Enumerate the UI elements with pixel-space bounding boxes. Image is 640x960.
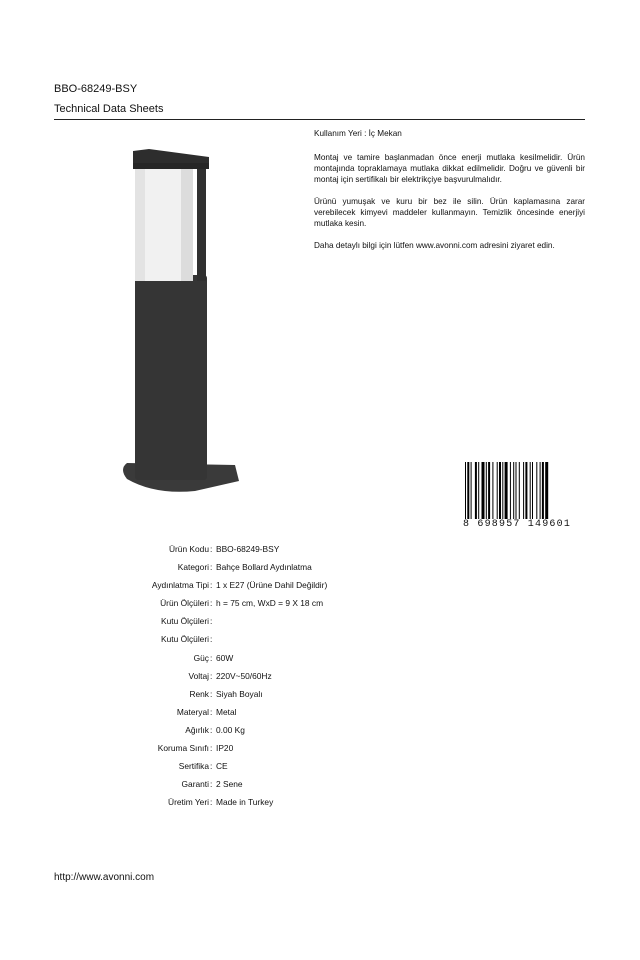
usage-location: Kullanım Yeri : İç Mekan (314, 129, 402, 138)
spec-row (0, 743, 640, 761)
spec-table (0, 544, 640, 815)
spec-value: Made in Turkey (216, 797, 274, 808)
spec-label: Koruma Sınıfı (157, 743, 209, 754)
spec-label: Kategori (177, 562, 209, 573)
spec-colon: : (210, 724, 213, 735)
spec-value: 0.00 Kg (216, 724, 245, 735)
spec-colon: : (210, 779, 213, 790)
spec-colon: : (210, 544, 213, 554)
barcode-bar (482, 462, 485, 520)
barcode-bar (488, 462, 490, 520)
spec-value: Metal (216, 706, 237, 717)
spec-label: Materyal (176, 706, 209, 717)
spec-label: Üretim Yeri (168, 797, 209, 808)
spec-colon: : (210, 670, 213, 681)
spec-value: 2 Sene (216, 779, 243, 790)
spec-label: Kutu Ölçüleri (161, 616, 209, 627)
spec-row (0, 634, 640, 652)
spec-label: Aydınlatma Tipi (151, 580, 209, 591)
spec-value: 220V~50/60Hz (216, 670, 272, 681)
spec-row (0, 544, 640, 562)
barcode-bar (478, 462, 479, 520)
barcode-bar (525, 462, 527, 520)
spec-row (0, 725, 640, 743)
spec-row (0, 779, 640, 797)
barcode-bar (516, 462, 517, 520)
barcode-bar (486, 462, 487, 520)
spec-label: Ürün Ölçüleri (160, 598, 209, 609)
bollard-post (135, 275, 207, 480)
safety-paragraph: Montaj ve tamire başlanmadan önce enerji mutlaka kesilmelidir. Ürün montajında topraklamaya mutlaka dikkat edilmelidir. Doğru ve güvenli bir montaj için sertifikalı bir elektrikçiye başvurulmalıdır. (314, 153, 585, 184)
barcode-bar (532, 462, 533, 520)
spec-row (0, 598, 640, 616)
spec-label: Garanti (181, 779, 209, 790)
spec-label: Sertifika (178, 761, 209, 772)
header-subtitle: Technical Data Sheets (54, 103, 164, 115)
barcode-bar (536, 462, 537, 520)
header-product-code: BBO-68249-BSY (54, 83, 138, 95)
spec-row (0, 689, 640, 707)
spec-row (0, 707, 640, 725)
spec-label: Renk (189, 688, 209, 699)
footer-url[interactable]: http://www.avonni.com (54, 872, 155, 883)
spec-row (0, 671, 640, 689)
spec-row (0, 761, 640, 779)
spec-value: h = 75 cm, WxD = 9 X 18 cm (216, 598, 324, 609)
spec-value: Bahçe Bollard Aydınlatma (216, 562, 312, 573)
spec-value: IP20 (216, 743, 234, 754)
product-image (115, 145, 245, 500)
barcode-bar (502, 462, 503, 520)
barcode-bar (471, 462, 472, 520)
barcode-bar (497, 462, 498, 520)
spec-colon: : (210, 634, 213, 645)
barcode-bar (492, 462, 493, 520)
spec-value: 1 x E27 (Ürüne Dahil Değildir) (216, 580, 328, 591)
spec-colon: : (210, 797, 213, 808)
barcode-bar (475, 462, 477, 520)
spec-value: Siyah Boyalı (216, 688, 263, 699)
header-divider (54, 119, 585, 120)
spec-label: Güç (193, 652, 209, 663)
spec-colon: : (210, 616, 213, 627)
bollard-support (197, 161, 206, 281)
spec-label: Kutu Ölçüleri (161, 634, 209, 645)
spec-colon: : (210, 598, 213, 609)
website-paragraph: Daha detaylı bilgi için lütfen www.avonni.com adresini ziyaret edin. (314, 241, 555, 250)
spec-row (0, 562, 640, 580)
barcode-bar (542, 462, 544, 520)
info-text (314, 128, 585, 262)
spec-colon: : (210, 706, 213, 717)
spec-row (0, 616, 640, 634)
barcode-bar (523, 462, 524, 520)
barcode-bar (540, 462, 541, 520)
spec-colon: : (210, 761, 213, 772)
barcode-bar (513, 462, 514, 520)
barcode-bar (499, 462, 501, 520)
spec-colon: : (210, 743, 213, 754)
spec-colon: : (210, 688, 213, 699)
spec-colon: : (210, 562, 213, 573)
barcode-digits: 8 698957 149601 (463, 519, 585, 531)
spec-label: Ağırlık (185, 724, 209, 735)
spec-value: 60W (216, 652, 234, 663)
spec-colon: : (210, 580, 213, 591)
spec-value: CE (216, 761, 228, 772)
spec-row (0, 797, 640, 815)
spec-label: Ürün Kodu (168, 544, 209, 554)
spec-row (0, 580, 640, 598)
barcode-bar (519, 462, 520, 520)
spec-label: Voltaj (188, 670, 209, 681)
spec-value: BBO-68249-BSY (216, 544, 280, 554)
spec-colon: : (210, 652, 213, 663)
cleaning-paragraph: Ürünü yumuşak ve kuru bir bez ile silin. Ürün kaplamasına zarar verebilecek kimyevi maddeler kullanmayın. Temizlik öncesinde enerjiyi mutlaka kesin. (314, 197, 585, 228)
spec-row (0, 653, 640, 671)
barcode-bar (530, 462, 531, 520)
